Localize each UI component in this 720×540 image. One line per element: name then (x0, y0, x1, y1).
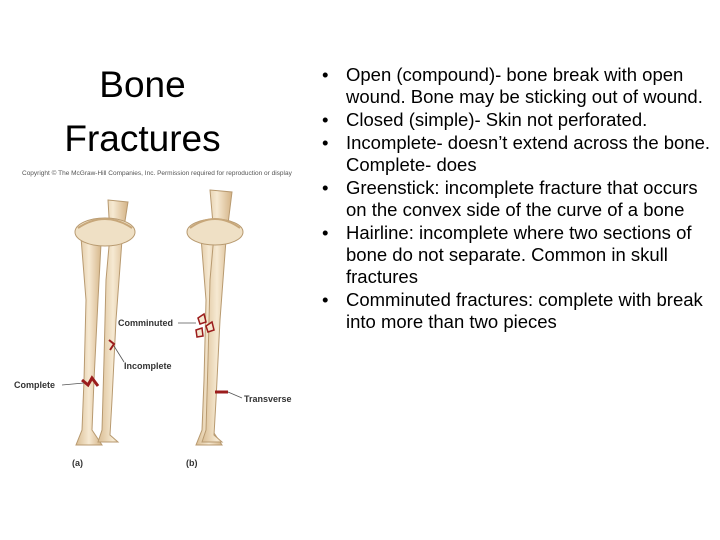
fracture-illustration (10, 180, 310, 480)
slide-title-line2: Fractures (64, 118, 221, 159)
bullet-text: Hairline: incomplete where two sections of bone do not separate. Common in skull fractures (346, 222, 692, 287)
bone-figure-b (187, 190, 243, 445)
bullet-text: Open (compound)- bone break with open wound. Bone may be sticking out of wound. (346, 64, 703, 107)
label-b: (b) (186, 458, 198, 468)
bullet-item (318, 109, 713, 131)
label-comminuted: Comminuted (118, 318, 173, 328)
copyright-notice: Copyright © The McGraw-Hill Companies, Inc. Permission required for reproduction or display (22, 170, 292, 177)
slide-title-line1: Bone (99, 64, 186, 105)
label-complete: Complete (14, 380, 56, 390)
bullet-item (318, 177, 713, 221)
bullet-symbol: • (322, 64, 329, 85)
bullet-symbol: • (322, 289, 329, 310)
bullet-text: Incomplete- doesn’t extend across the bone. Complete- does (346, 132, 711, 175)
bullet-item (318, 64, 713, 108)
bullet-item (318, 132, 713, 176)
bullet-text: Closed (simple)- Skin not perforated. (346, 109, 648, 130)
bullet-symbol: • (322, 222, 329, 243)
bullet-item (318, 222, 713, 288)
label-incomplete: Incomplete (124, 361, 172, 371)
slide-title (20, 58, 265, 166)
bullet-symbol: • (322, 132, 329, 153)
bullet-text: Greenstick: incomplete fracture that occurs on the convex side of the curve of a bone (346, 177, 698, 220)
bullet-list (318, 64, 713, 334)
bullet-item (318, 289, 713, 333)
bullet-symbol: • (322, 109, 329, 130)
label-transverse: Transverse (244, 394, 292, 404)
bullet-symbol: • (322, 177, 329, 198)
bullet-text: Comminuted fractures: complete with break into more than two pieces (346, 289, 703, 332)
label-a: (a) (72, 458, 83, 468)
